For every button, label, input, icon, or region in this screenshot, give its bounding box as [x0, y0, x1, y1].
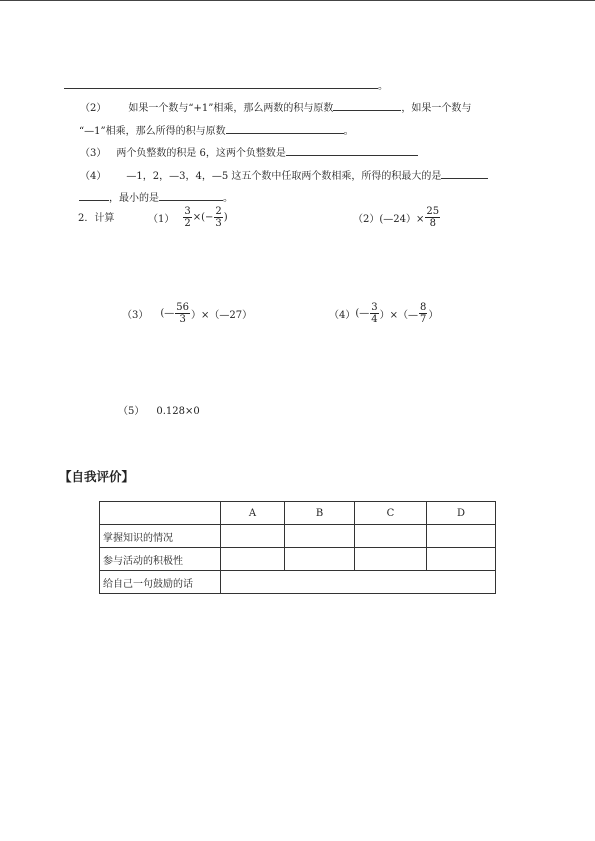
table-row	[100, 548, 496, 571]
fraction: $\frac{25}{8}$	[426, 206, 440, 229]
rating-cell[interactable]	[285, 548, 355, 571]
fraction: $\frac{2}{3}$	[215, 206, 222, 229]
answer-blank[interactable]	[441, 168, 488, 179]
answer-blank[interactable]	[333, 100, 401, 111]
question-2-line-1: （2） 如果一个数与“+1”相乘，那么两数的积与原数 ，如果一个数与	[80, 100, 471, 116]
question-4-line-2: ，最小的是 。	[79, 190, 233, 206]
rating-cell[interactable]	[427, 525, 496, 548]
self-evaluation-table	[99, 501, 496, 594]
question-number: （3）	[80, 148, 107, 159]
rating-cell[interactable]	[221, 525, 285, 548]
table-corner-cell	[100, 502, 221, 525]
fraction: $\frac{8}{7}$	[420, 302, 427, 325]
q1-line: 。	[64, 78, 388, 94]
calc-problem-5: （5） 0.128×0	[118, 406, 200, 417]
answer-blank[interactable]	[286, 145, 418, 156]
answer-blank[interactable]	[79, 190, 109, 201]
fraction: $\frac{3}{4}$	[371, 302, 378, 325]
answer-blank[interactable]	[226, 123, 344, 134]
rating-cell[interactable]	[355, 525, 427, 548]
self-evaluation-heading: 【自我评价】	[59, 469, 135, 484]
rating-cell[interactable]	[285, 525, 355, 548]
rating-cell[interactable]	[355, 548, 427, 571]
calc-problem-4: （4）(— $\frac{3}{4}$ ）×（— $\frac{8}{7}$ ）	[329, 302, 439, 325]
answer-blank[interactable]	[159, 190, 223, 201]
fraction: $\frac{3}{2}$	[184, 206, 191, 229]
row-label: 给自己一句鼓励的话	[100, 571, 221, 594]
question-2-line-2: “—1”相乘，那么所得的积与原数 。	[79, 123, 354, 139]
question-text: 两个负整数的积是 6，这两个负整数是	[116, 148, 286, 159]
question-text: —1，2，—3，4，—5 这五个数中任取两个数相乘，所得的积最大的是	[126, 171, 442, 182]
table-header-row	[100, 502, 496, 525]
rating-cell[interactable]	[427, 548, 496, 571]
question-text: 如果一个数与“+1”相乘，那么两数的积与原数	[128, 103, 334, 114]
calc-label: 2．计算	[78, 213, 115, 224]
encouragement-cell[interactable]	[221, 571, 496, 594]
question-3	[80, 145, 418, 161]
question-number: （4）	[80, 171, 107, 182]
table-row	[100, 525, 496, 548]
column-header: A	[221, 502, 285, 525]
row-label: 掌握知识的情况	[100, 525, 221, 548]
calc-problem-2: （2）(—24）× $\frac{25}{8}$	[353, 206, 440, 229]
question-text: “—1”相乘，那么所得的积与原数	[79, 126, 226, 137]
table-row	[100, 571, 496, 594]
question-number: （2）	[80, 103, 107, 114]
calc-problem-3: （3） (— $\frac{56}{3}$ ）×（—27）	[122, 302, 253, 325]
column-header: D	[427, 502, 496, 525]
column-header: B	[285, 502, 355, 525]
rating-cell[interactable]	[221, 548, 285, 571]
page-top-rule	[0, 0, 595, 1]
row-label: 参与活动的积极性	[100, 548, 221, 571]
question-4-line-1	[80, 168, 488, 184]
fraction: $\frac{56}{3}$	[176, 302, 190, 325]
column-header: C	[355, 502, 427, 525]
calc-problem-1: （1） $\frac{3}{2}$ ×(− $\frac{2}{3}$ )	[148, 206, 228, 229]
answer-blank[interactable]	[64, 78, 378, 89]
